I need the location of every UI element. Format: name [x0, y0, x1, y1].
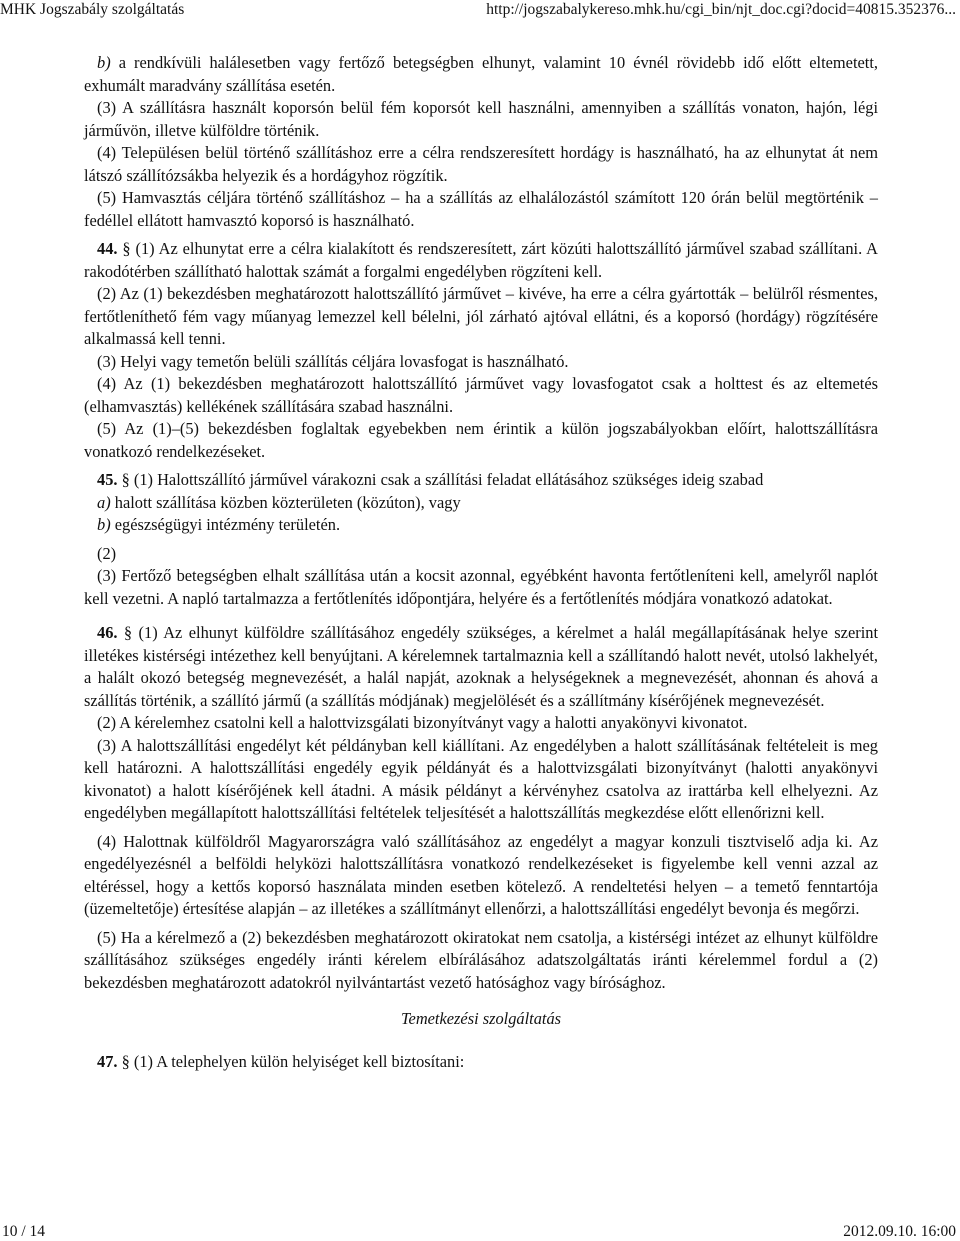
paragraph: (2) [97, 543, 117, 563]
paragraph-text: a rendkívüli halálesetben vagy fertőző betegségben elhunyt, valamint 10 évnél rövidebb idő előtt eltemetett, exhumált maradvány szállítása esetén. [84, 53, 878, 95]
section-number: 44. [97, 239, 118, 258]
paragraph: (2) Az (1) bekezdésben meghatározott halottszállító járművet – kivéve, ha erre a célra gyártották – belülről résmentes, fertőtleníthető fém vagy műanyag lemezzel kell bélelni, jól zárható ajtóval ellátni, és a koporsó (hordágy) rögzítésére alkalmassá kell tenni. [84, 284, 878, 348]
section-44 [84, 238, 878, 283]
paragraph-text: § (1) Az elhunytat erre a célra kialakított és rendszeresített, zárt közúti halottszállító járművel szabad szállítani. A rakodótérben szállítható halottak számát a forgalmi engedélyben rögzíteni kell. [84, 239, 878, 281]
paragraph: (4) Az (1) bekezdésben meghatározott halottszállító járművet vagy lovasfogatot csak a holttest és az eltemetés (elhamvasztás) kellékének szállítására szabad használni. [84, 374, 878, 416]
section-47 [84, 1051, 878, 1074]
point-label: b) [97, 515, 111, 534]
browser-print-footer [0, 1223, 960, 1241]
paragraph-text: egészségügyi intézmény területén. [110, 515, 341, 534]
page-counter: 10 / 14 [2, 1223, 46, 1240]
section-number: 45. [97, 470, 118, 489]
section-46 [84, 622, 878, 712]
browser-print-header [0, 0, 960, 22]
section-title: Temetkezési szolgáltatás [400, 1009, 562, 1028]
paragraph-text: halott szállítása közben közterületen (közúton), vagy [110, 492, 461, 512]
point-label: b) [97, 53, 111, 72]
paragraph: (3) A halottszállítási engedélyt két példányban kell kiállítani. Az engedélyben a halott szállításának feltételeit is meg kell határozni. A halottszállítási engedély egyik példányát és a halottvizsgálati bizonyítványt (halotti anyakönyvi kivonatot) a halott kísérőjének kell átadni. A másik példányt a kérvényhez csatolva az irattárba kell elhelyezni. Az engedélyben megállapított halottszállítási feltételek teljesítését a halottszállítás megkezdése előtt ellenőrizni kell. [84, 735, 878, 822]
paragraph-text: § (1) Halottszállító járművel várakozni csak a szállítási feladat ellátásához szükséges ideig szabad [117, 470, 764, 489]
header-site-name: MHK Jogszabály szolgáltatás [0, 1, 185, 18]
paragraph: (3) A szállításra használt koporsón belül fém koporsót kell használni, amennyiben a szállítás vonaton, hajón, légi járművön, illetve külföldre történik. [84, 98, 878, 140]
paragraph-text: § (1) Az elhunyt külföldre szállításához engedély szükséges, a kérelmet a halál megállapításának helye szerint illetékes kistérségi intézethez kell benyújtani. A kérelemnek tartalmaznia kell a szállítandó halott nevét, utolsó lakhelyét, a halált okozó betegség megnevezését, a halál napját, azoknak a helységeknek a megnevezését, ahonnan és ahová a szállítás történik, a szállító jármű (a szállítás módjának) megjelölését és a szállítmány kísérőjének megnevezését. [84, 623, 878, 710]
paragraph-text: § (1) A telephelyen külön helyiséget kell biztosítani: [117, 1051, 465, 1071]
paragraph: (5) Hamvasztás céljára történő szállításhoz – ha a szállítás az elhalálozástól számított 120 órán belül megtörténik – fedéllel ellátott hamvasztó koporsó is használható. [84, 188, 878, 230]
document-body [84, 52, 878, 1073]
paragraph: (3) Helyi vagy temetőn belüli szállítás céljára lovasfogat is használható. [97, 351, 569, 371]
paragraph: (4) Halottnak külföldről Magyarországra való szállításához az engedélyt a magyar konzuli tisztviselő adja ki. Az engedélyezésnél a belföldi helyközi halottszállításra vonatkozó rendelkezéseket is figyelembe kell venni azzal az eltéréssel, hogy a kettős koporsó használata minden esetben kötelező. A rendeltetési helyen – a temető fenntartója (üzemeltetője) értesítése alapján – az illetékes a szállítmányt ellenőrzi, a halottszállítási engedélyt bevonja és megőrzi. [84, 831, 878, 918]
section-number: 47. [97, 1051, 118, 1071]
paragraph [84, 514, 878, 537]
paragraph [84, 52, 878, 97]
print-datetime: 2012.09.10. 16:00 [843, 1223, 956, 1240]
paragraph: (5) Az (1)–(5) bekezdésben foglaltak egyebekben nem érintik a külön jogszabályokban előírt, halottszállításra vonatkozó rendelkezéseket. [84, 419, 878, 461]
header-url: http://jogszabalykereso.mhk.hu/cgi_bin/njt_doc.cgi?docid=40815.352376... [486, 1, 956, 18]
section-45 [84, 469, 878, 492]
paragraph: (2) A kérelemhez csatolni kell a halottvizsgálati bizonyítványt vagy a halotti anyakönyvi kivonatot. [97, 713, 748, 732]
section-number: 46. [97, 623, 118, 642]
point-label: a) [97, 492, 111, 512]
paragraph: (3) Fertőző betegségben elhalt szállítása után a kocsit azonnal, egyébként havonta fertőtleníteni kell, amelyről naplót kell vezetni. A napló tartalmazza a fertőtlenítés időpontjára, helyére és a fertőtlenítés módjára vonatkozó adatokat. [84, 566, 878, 608]
paragraph: (4) Településen belül történő szállításhoz erre a célra rendszeresített hordágy is használható, ha az elhunytat át nem látszó szállítózsákba helyezik és a hordágyhoz rögzítik. [84, 143, 878, 185]
paragraph [84, 492, 878, 515]
paragraph: (5) Ha a kérelmező a (2) bekezdésben meghatározott okiratokat nem csatolja, a kistérségi intézet az elhunyt külföldre szállításához szükséges engedély iránti kérelem elbírálásához adatszolgáltatás iránti kérelemmel fordul a (2) bekezdésben meghatározott adatokról nyilvántartást vezető hatósághoz vagy bírósághoz. [84, 927, 878, 992]
